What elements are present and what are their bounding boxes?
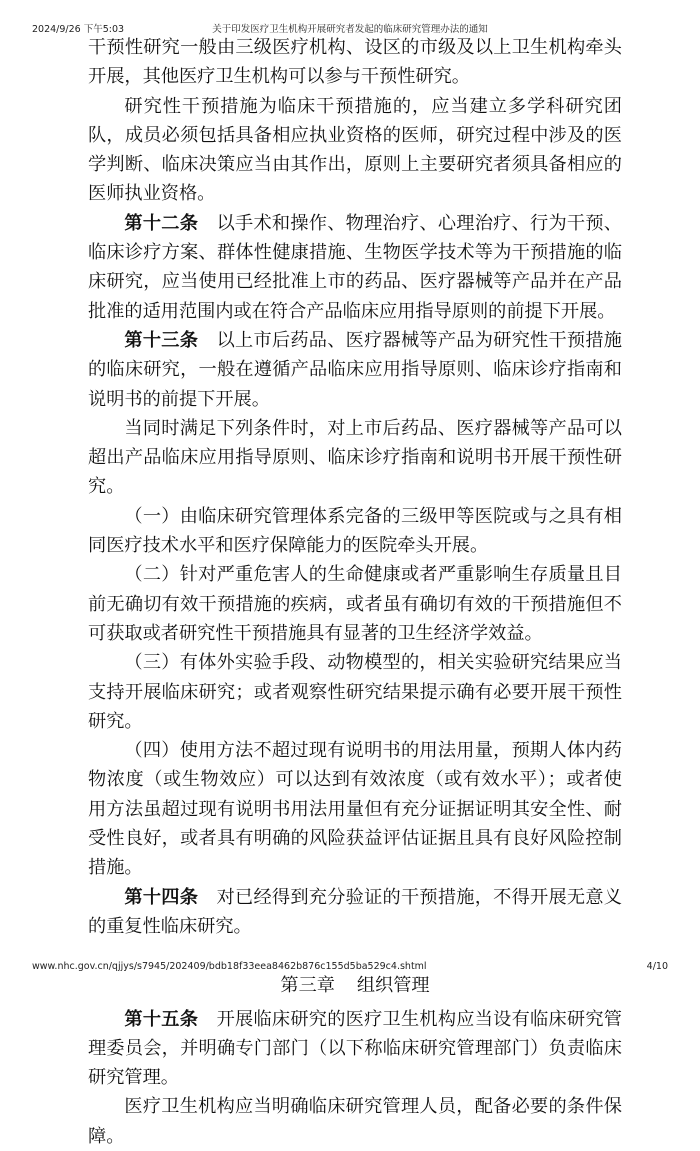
chapter-heading	[88, 971, 622, 1000]
paragraph: 干预性研究一般由三级医疗机构、设区的市级及以上卫生机构牵头开展，其他医疗卫生机构可以参与干预性研究。	[88, 37, 622, 88]
print-datetime: 2024/9/26 下午5:03	[32, 24, 125, 35]
article-15	[88, 1005, 622, 1093]
article-label: 第十二条	[124, 212, 199, 234]
condition-item: （三）有体外实验手段、动物模型的，相关实验研究结果应当支持开展临床研究；或者观察性研究结果提示确有必要开展干预性研究。	[88, 652, 622, 732]
chapter-number: 第三章	[280, 975, 335, 997]
print-header-title: 关于印发医疗卫生机构开展研究者发起的临床研究管理办法的通知	[212, 24, 488, 35]
condition-item: （二）针对严重危害人的生命健康或者严重影响生存质量且目前无确切有效干预措施的疾病，或者虽有确切有效的干预措施但不可获取或者研究性干预措施具有显著的卫生经济学效益。	[88, 564, 622, 644]
print-footer-url: www.nhc.gov.cn/qjjys/s7945/202409/bdb18f33eea8462b876c155d5ba529c4.shtml	[32, 961, 427, 972]
paragraph: 医疗卫生机构应当明确临床研究管理人员，配备必要的条件保障。	[88, 1096, 622, 1147]
page-number: 4/10	[646, 961, 668, 972]
article-12	[88, 209, 622, 326]
condition-item: （四）使用方法不超过现有说明书的用法用量，预期人体内药物浓度（或生物效应）可以达到有效浓度（或有效水平）；或者使用方法虽超过现有说明书用法用量但有充分证据证明其安全性、耐受性良好，或者具有明确的风险获益评估证据且具有良好风险控制措施。	[88, 740, 622, 879]
document-body	[88, 33, 622, 1151]
article-label: 第十四条	[124, 886, 199, 908]
condition-item: （一）由临床研究管理体系完备的三级甲等医院或与之具有相同医疗技术水平和医疗保障能力的医院牵头开展。	[88, 505, 622, 557]
article-text: 开展临床研究的医疗卫生机构应当设有临床研究管理委员会，并明确专门部门（以下称临床研究管理部门）负责临床研究管理。	[88, 1008, 622, 1089]
article-13	[88, 326, 622, 414]
chapter-title: 组织管理	[356, 975, 430, 997]
article-text: 对已经得到充分验证的干预措施，不得开展无意义的重复性临床研究。	[88, 886, 622, 937]
paragraph: 研究性干预措施为临床干预措施的，应当建立多学科研究团队，成员必须包括具备相应执业资格的医师，研究过程中涉及的医学判断、临床决策应当由其作出，原则上主要研究者须具备相应的医师执业资格。	[88, 95, 622, 205]
article-label: 第十三条	[124, 329, 199, 351]
paragraph: 当同时满足下列条件时，对上市后药品、医疗器械等产品可以超出产品临床应用指导原则、临床诊疗指南和说明书开展干预性研究。	[88, 417, 622, 498]
article-label: 第十五条	[124, 1008, 199, 1030]
article-text: 以手术和操作、物理治疗、心理治疗、行为干预、临床诊疗方案、群体性健康措施、生物医学技术等为干预措施的临床研究，应当使用已经批准上市的药品、医疗器械等产品并在产品批准的适用范围内或在符合产品临床应用指导原则的前提下开展。	[88, 212, 622, 322]
article-14	[88, 883, 622, 942]
article-text: 以上市后药品、医疗器械等产品为研究性干预措施的临床研究，一般在遵循产品临床应用指导原则、临床诊疗指南和说明书的前提下开展。	[88, 329, 622, 410]
